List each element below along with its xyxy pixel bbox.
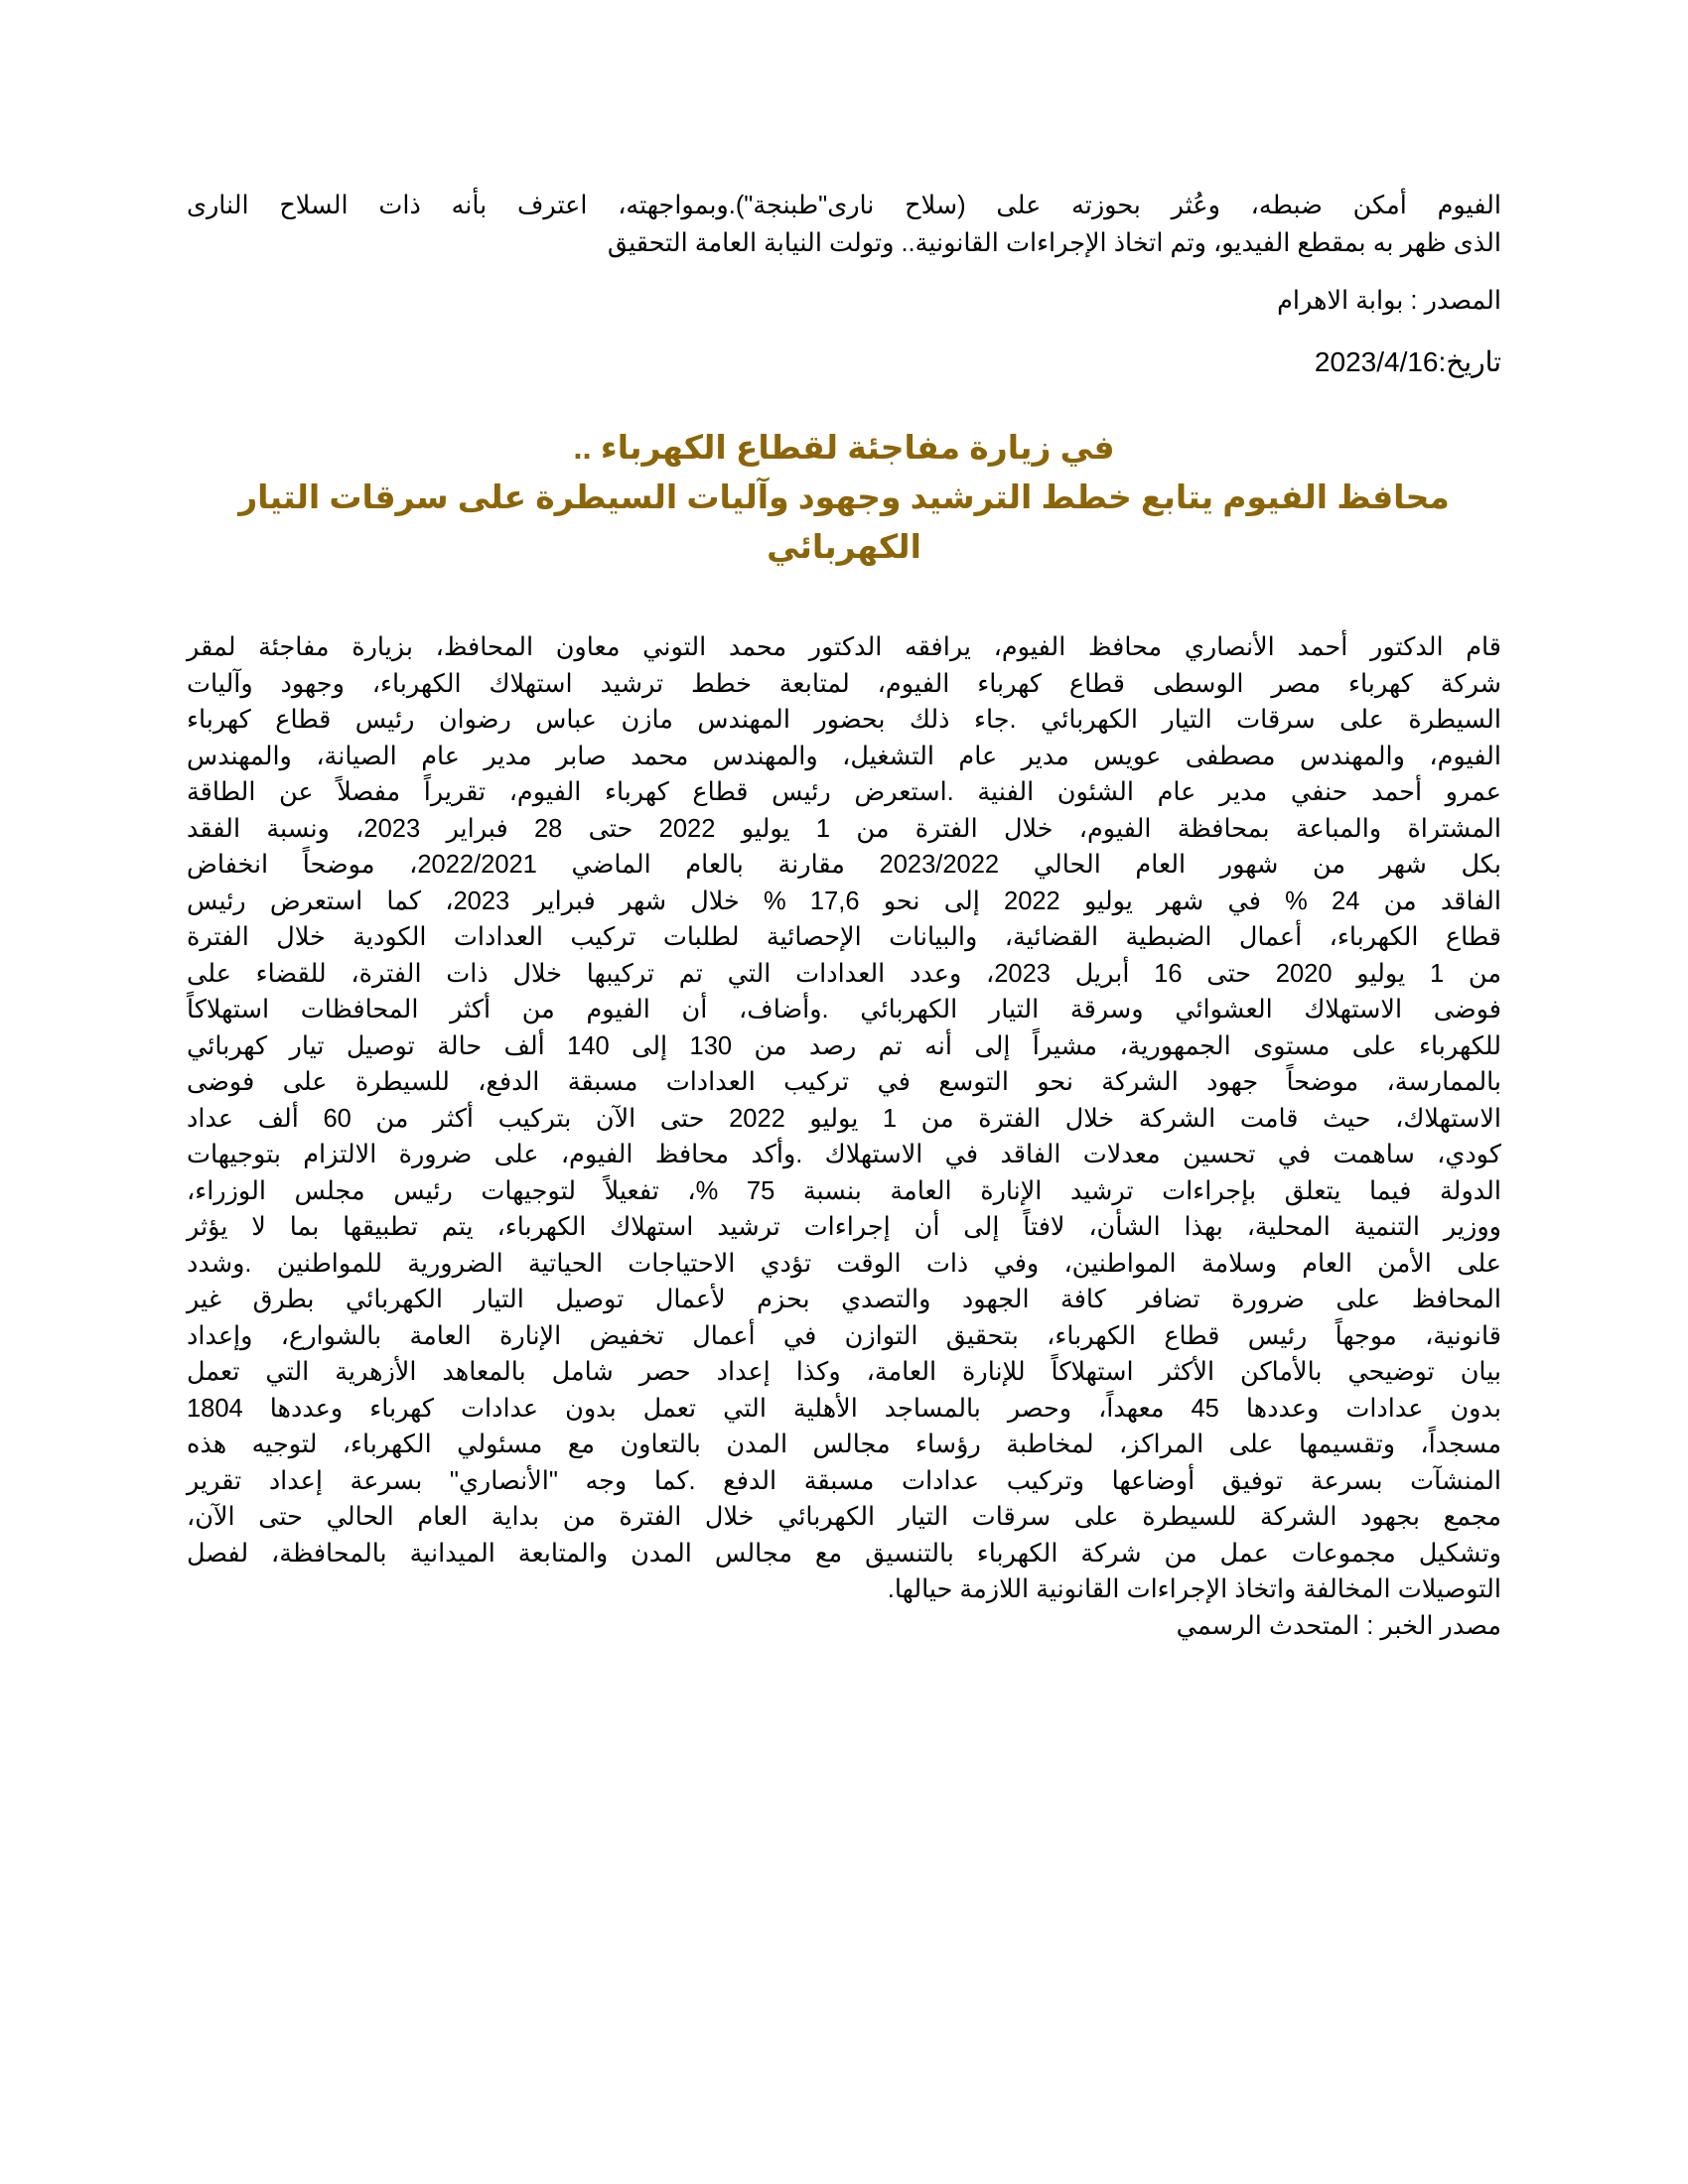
body-line: بدون عدادات وعددها 45 معهداً، وحصر بالمساجد الأهلية التي تعمل بدون عدادات كهرباء وعددها 1804 xyxy=(187,1394,1501,1423)
body-line: الاستهلاك، حيث قامت الشركة خلال الفترة من 1 يوليو 2022 حتى الآن بتركيب أكثر من 60 ألف عداد xyxy=(187,1104,1502,1133)
body-line: المشتراة والمباعة بمحافظة الفيوم، خلال الفترة من 1 يوليو 2022 حتى 28 فبراير 2023، ونسبة الفقد xyxy=(187,814,1501,843)
document-page xyxy=(187,187,1501,1644)
body-line: بكل شهر من شهور العام الحالي 2023/2022 مقارنة بالعام الماضي 2022/2021، موضحاً انخفاض xyxy=(187,851,1501,879)
body-line: من 1 يوليو 2020 حتى 16 أبريل 2023، وعدد العدادات التي تم تركيبها خلال ذات الفترة، للقضاء على xyxy=(187,959,1501,988)
intro-line: الفيوم أمكن ضبطه، وعُثر بحوزته على (سلاح نارى"طبنجة").وبمواجهته، اعترف بأنه ذات السلاح النارى xyxy=(187,192,1501,219)
article-body xyxy=(187,629,1501,1608)
body-line: للكهرباء على مستوى الجمهورية، مشيراً إلى أنه تم رصد من 130 إلى 140 ألف حالة توصيل تيار كهربائي xyxy=(187,1031,1501,1060)
body-line: كودي، ساهمت في تحسين معدلات الفاقد في الاستهلاك .وأكد محافظ الفيوم، على ضرورة الالتزام بتوجيهات xyxy=(187,1141,1501,1168)
body-line: بالممارسة، موضحاً جهود الشركة نحو التوسع في تركيب العدادات مسبقة الدفع، للسيطرة على فوضى xyxy=(187,1068,1501,1096)
body-line: قام الدكتور أحمد الأنصاري محافظ الفيوم، يرافقه الدكتور محمد التوني معاون المحافظ، بزيارة مفاجئة لمقر xyxy=(187,633,1501,661)
headline-line-1: في زيارة مفاجئة لقطاع الكهرباء .. xyxy=(573,429,1115,466)
body-line: عمرو أحمد حنفي مدير عام الشئون الفنية .استعرض رئيس قطاع كهرباء الفيوم، تقريراً مفصلاً عن الطاقة xyxy=(187,778,1501,806)
body-line: المنشآت بسرعة توفيق أوضاعها وتركيب عدادات مسبقة الدفع .كما وجه "الأنصاري" بسرعة إعداد تقرير xyxy=(187,1466,1501,1495)
intro-line: الذى ظهر به بمقطع الفيديو، وتم اتخاذ الإجراءات القانونية.. وتولت النيابة العامة التحقيق xyxy=(607,229,1501,257)
body-line: وتشكيل مجموعات عمل من شركة الكهرباء بالتنسيق مع مجالس المدن والمتابعة الميدانية بالمحافظة، لفصل xyxy=(187,1539,1501,1568)
date-label: تاريخ:2023/4/16 xyxy=(1314,346,1501,377)
body-line: قطاع الكهرباء، أعمال الضبطية القضائية، والبيانات الإحصائية لطلبات تركيب العدادات الكودية خلال الفترة xyxy=(187,923,1501,951)
body-line: شركة كهرباء مصر الوسطى قطاع كهرباء الفيوم، لمتابعة خطط ترشيد استهلاك الكهرباء، وجهود وآليات xyxy=(187,669,1501,698)
body-line: مجمع بجهود الشركة للسيطرة على سرقات التيار الكهربائي خلال الفترة من بداية العام الحالي حتى الآن، xyxy=(187,1503,1501,1531)
article-headline xyxy=(187,423,1501,572)
source-label: المصدر : بوابة الاهرام xyxy=(1277,287,1501,315)
body-line: الفاقد من 24 % في شهر يوليو 2022 إلى نحو 17,6 % خلال شهر فبراير 2023، كما استعرض رئيس xyxy=(187,887,1502,915)
body-line: فوضى الاستهلاك العشوائي وسرقة التيار الكهربائي .وأضاف، أن الفيوم من أكثر المحافظات استهلاكاً xyxy=(187,996,1501,1024)
body-line: التوصيلات المخالفة واتخاذ الإجراءات القانونية اللازمة حيالها. xyxy=(887,1575,1501,1603)
body-line: المحافظ على ضرورة تضافر كافة الجهود والتصدي بحزم لأعمال توصيل التيار الكهربائي بطرق غير xyxy=(187,1286,1501,1313)
headline-line-3: الكهربائي xyxy=(767,528,921,565)
body-line: مسجداً، وتقسيمها على المراكز، لمخاطبة رؤساء مجالس المدن بالتعاون مع مسئولي الكهرباء، لتوجيه هذه xyxy=(187,1431,1501,1458)
body-line: قانونية، موجهاً رئيس قطاع الكهرباء، بتحقيق التوازن في أعمال تخفيض الإنارة العامة بالشوارع، وإعداد xyxy=(187,1321,1501,1350)
intro-paragraph xyxy=(187,187,1501,262)
headline-line-2: محافظ الفيوم يتابع خطط الترشيد وجهود وآليات السيطرة على سرقات التيار xyxy=(238,478,1450,515)
body-line: السيطرة على سرقات التيار الكهربائي .جاء ذلك بحضور المهندس مازن عباس رضوان رئيس قطاع كهرباء xyxy=(187,706,1501,734)
body-line: الدولة فيما يتعلق بإجراءات ترشيد الإنارة العامة بنسبة 75 %، تفعيلاً لتوجيهات رئيس مجلس الوزراء، xyxy=(187,1176,1501,1205)
body-line: بيان توضيحي بالأماكن الأكثر استهلاكاً للإنارة العامة، وكذا إعداد حصر شامل بالمعاهد الأزهرية التي تعمل xyxy=(187,1358,1501,1386)
body-line: على الأمن العام وسلامة المواطنين، وفي ذات الوقت تؤدي الاحتياجات الحياتية الضرورية للمواطنين .وشدد xyxy=(187,1249,1501,1278)
body-line: الفيوم، والمهندس مصطفى عويس مدير عام التشغيل، والمهندس محمد صابر مدير عام الصيانة، والمهندس xyxy=(187,742,1501,770)
news-source-label: مصدر الخبر : المتحدث الرسمي xyxy=(1176,1611,1501,1640)
body-line: ووزير التنمية المحلية، بهذا الشأن، لافتاً إلى أن إجراءات ترشيد استهلاك الكهرباء، يتم تطبيقها بما لا يؤثر xyxy=(187,1213,1501,1241)
